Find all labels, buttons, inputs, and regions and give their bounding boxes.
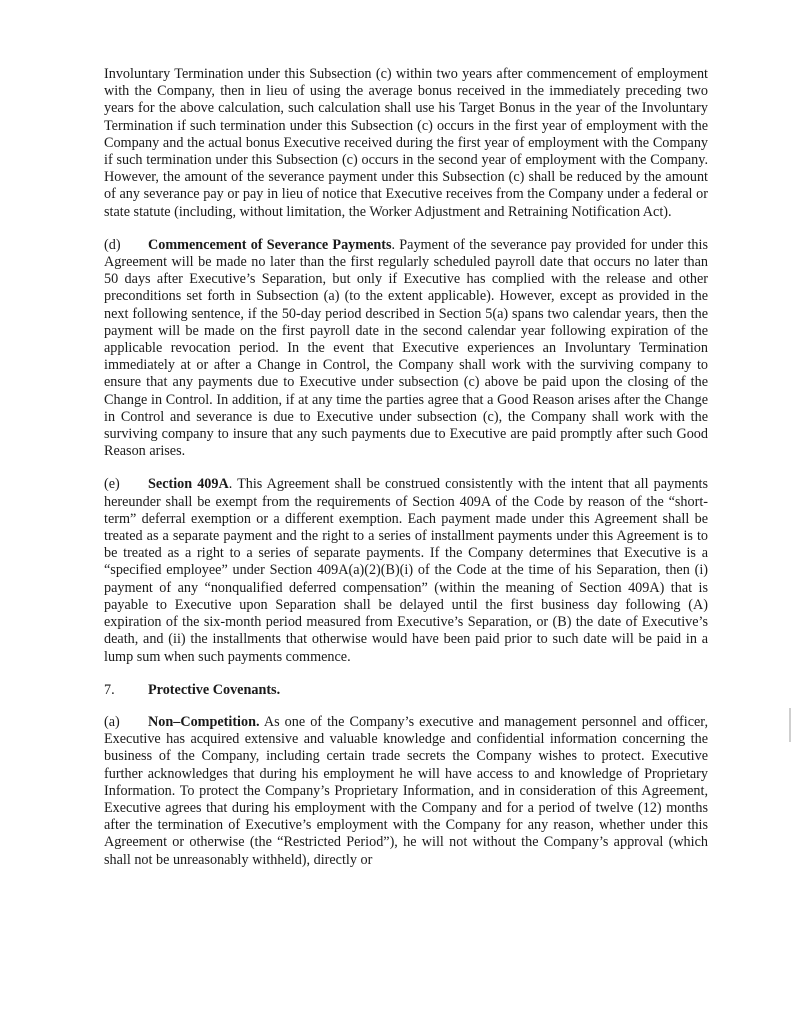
paragraph-intro-text: Involuntary Termination under this Subsection (c) within two years after commencement of employment with the Company, then in lieu of using the average bonus received in the immediately preceding two years for the above calculation, such calculation shall use his Target Bonus in the year of the Involuntary Termination if such termination under this Subsection (c) occurs in the first year of employment with the Company and the actual bonus Executive received during the first year of employment with the Company if such termination under this Subsection (c) occurs in the second year of employment with the Company. However, the amount of the severance payment under this Subsection (c) shall be reduced by the amount of any severance pay or pay in lieu of notice that Executive receives from the Company under a federal or state statute (including, without limitation, the Worker Adjustment and Retraining Notification Act). [104,66,708,220]
section-d-text: . Payment of the severance pay provided for under this Agreement will be made no later than the first regularly scheduled payroll date that occurs no later than 50 days after Executive’s Separation, but only if Executive has complied with the release and other preconditions set forth in Subsection (a) (to the extent applicable). However, except as provided in the next following sentence, if the 50-day period described in Section 5(a) spans two calendar years, then the payment will be made on the first payroll date in the second calendar year following expiration of the applicable revocation period. In the event that Executive experiences an Involuntary Termination immediately at or after a Change in Control, the Company shall work with the surviving company to ensure that any payments due to Executive under subsection (c) above be paid upon the closing of the Change in Control. In addition, if at any time the parties agree that a Good Reason arises after the Change in Control and severance is due to Executive under subsection (c), the Company shall work with the surviving company to insure that any such payments due to Executive are paid promptly after such Good Reason arises. [104,236,708,460]
section-e-label: (e) [104,476,120,493]
section-e-text: . This Agreement shall be construed consistently with the intent that all payments hereunder shall be exempt from the requirements of Section 409A of the Code by reason of the “short-term” deferral exemption or a different exemption. Each payment made under this Agreement shall be treated as a separate payment and the right to a series of installment payments under this Agreement is to be treated as a right to a series of separate payments. If the Company determines that Executive is a “specified employee” under Section 409A(a)(2)(B)(i) of the Code at the time of his Separation, then (i) payment of any “nonqualified deferred compensation” (within the meaning of Section 409A) that is payable to Executive upon Separation shall be delayed until the first business day following (A) expiration of the six-month period measured from Executive’s Separation, or (B) the date of Executive’s death, and (ii) the installments that otherwise would have been paid prior to such date will be paid in a lump sum when such payments commence. [104,476,708,665]
section-a-heading: Non–Competition. [148,713,260,730]
section-d-heading: Commencement of Severance Payments [148,236,392,253]
section-d-label: (d) [104,236,121,253]
document-body [104,66,708,869]
section-7-label: 7. [104,681,115,698]
paragraph-section-d [104,237,708,461]
section-7-heading: Protective Covenants. [148,681,281,698]
paragraph-intro [104,66,708,221]
paragraph-section-e [104,476,708,665]
section-7-line [104,682,708,699]
section-e-heading: Section 409A [148,476,229,493]
section-a-label: (a) [104,713,120,730]
paragraph-section-a [104,714,708,869]
section-a-text: As one of the Company’s executive and management personnel and officer, Executive has acquired extensive and valuable knowledge and confidential information concerning the business of the Company, including certain trade secrets the Company wishes to protect. Executive further acknowledges that during his employment he will have access to and knowledge of Proprietary Information. To protect the Company’s Proprietary Information, and in consideration of this Agreement, Executive agrees that during his employment with the Company and for a period of twelve (12) months after the termination of Executive’s employment with the Company for any reason, whether under this Agreement or otherwise (the “Restricted Period”), he will not without the Company’s approval (which shall not be unreasonably withheld), directly or [104,713,708,868]
